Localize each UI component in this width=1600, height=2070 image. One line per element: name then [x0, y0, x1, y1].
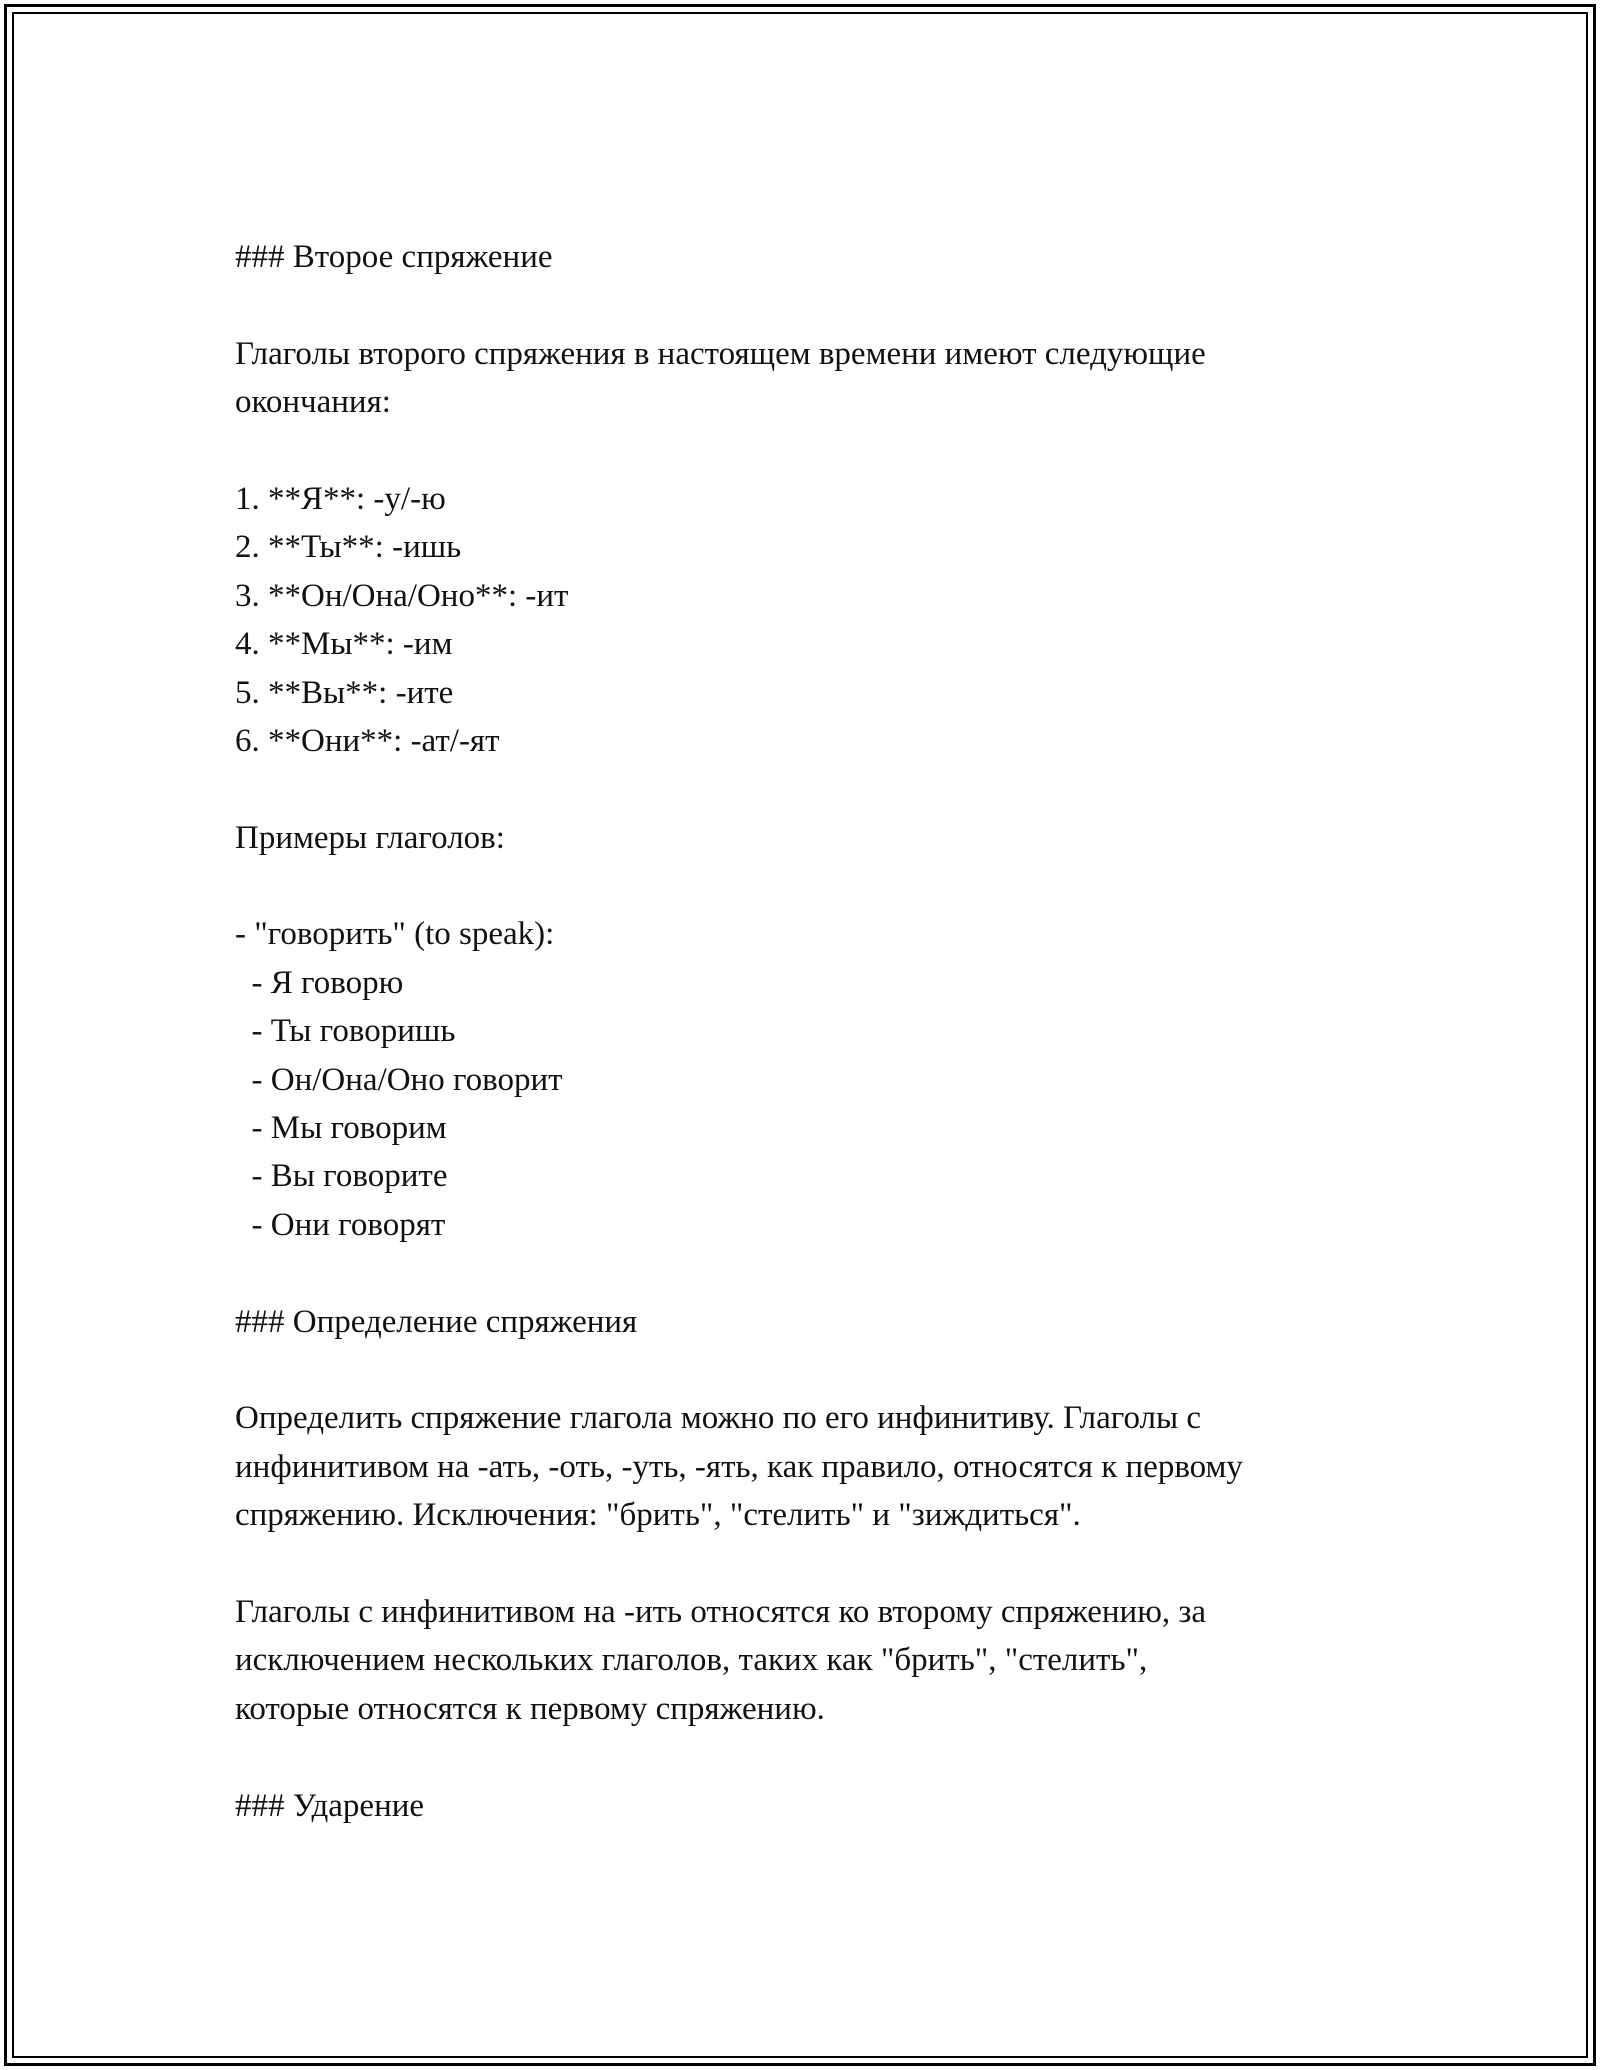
intro-line-1: Глаголы второго спряжения в настоящем времени имеют следующие: [235, 335, 1206, 372]
determination-para-1-line-2: инфинитивом на -ать, -оть, -уть, -ять, как правило, относятся к первому: [235, 1448, 1243, 1485]
example-form-4: - Мы говорим: [235, 1110, 447, 1147]
example-verb: - "говорить" (to speak):: [235, 916, 555, 953]
spacer: [235, 281, 1435, 329]
example-form-5: - Вы говорите: [235, 1158, 448, 1195]
determination-para-2-line-2: исключением нескольких глаголов, таких как "брить", "стелить",: [235, 1642, 1148, 1679]
determination-para-1-line-3: спряжению. Исключения: "брить", "стелить" и "зиждиться".: [235, 1497, 1081, 1534]
heading-stress: ### Ударение: [235, 1787, 425, 1824]
intro-line-2: окончания:: [235, 384, 391, 421]
spacer: [235, 765, 1435, 813]
determination-para-1-line-1: Определить спряжение глагола можно по его инфинитиву. Глаголы с: [235, 1400, 1202, 1437]
example-form-1: - Я говорю: [235, 964, 404, 1001]
spacer: [235, 1249, 1435, 1297]
spacer: [235, 1733, 1435, 1781]
heading-determination: ### Определение спряжения: [235, 1303, 638, 1340]
example-form-3: - Он/Она/Оно говорит: [235, 1061, 563, 1098]
ending-item-4: 4. **Мы**: -им: [235, 626, 453, 663]
document-body: [235, 233, 1435, 1830]
spacer: [235, 427, 1435, 475]
example-form-2: - Ты говоришь: [235, 1013, 456, 1050]
ending-item-2: 2. **Ты**: -ишь: [235, 529, 462, 566]
ending-item-3: 3. **Он/Она/Оно**: -ит: [235, 577, 569, 614]
spacer: [235, 1540, 1435, 1588]
ending-item-1: 1. **Я**: -у/-ю: [235, 480, 446, 517]
determination-para-2-line-3: которые относятся к первому спряжению.: [235, 1690, 825, 1727]
examples-label: Примеры глаголов:: [235, 819, 505, 856]
heading-second-conjugation: ### Второе спряжение: [235, 239, 553, 275]
ending-item-5: 5. **Вы**: -ите: [235, 674, 454, 711]
spacer: [235, 1346, 1435, 1394]
determination-para-2-line-1: Глаголы с инфинитивом на -ить относятся ко второму спряжению, за: [235, 1593, 1207, 1630]
spacer: [235, 862, 1435, 910]
example-form-6: - Они говорят: [235, 1206, 446, 1243]
ending-item-6: 6. **Они**: -ат/-ят: [235, 722, 500, 759]
